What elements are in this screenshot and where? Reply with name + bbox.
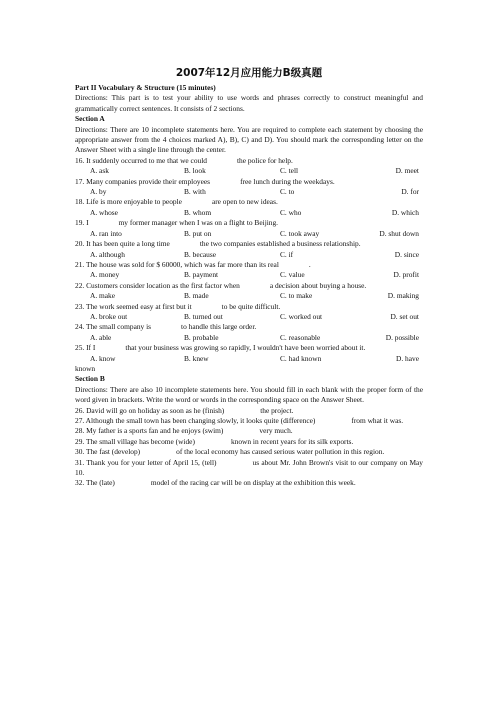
- option-b: B. with: [184, 187, 206, 197]
- item-text: 27. Although the small town has been changing slowly, it looks quite (difference): [75, 416, 316, 425]
- option-a: A. broke out: [90, 311, 128, 321]
- stem-text: to handle this large order.: [181, 322, 257, 332]
- option-c: C. tell: [280, 166, 299, 176]
- section-a-questions: [75, 156, 423, 375]
- option-d: D. shut down: [379, 228, 419, 238]
- option-a: A. able: [90, 332, 112, 342]
- option-d: D. making: [387, 291, 419, 301]
- section-a-heading: Section A: [75, 114, 105, 124]
- item-text: 26. David will go on holiday as soon as he (finish): [75, 405, 225, 415]
- stem-text: free lunch during the weekdays.: [240, 176, 335, 186]
- item-text: from what it was.: [351, 416, 404, 425]
- option-a: A. ran into: [90, 228, 122, 238]
- question-stem: [75, 281, 423, 291]
- option-c: C. if: [280, 249, 294, 259]
- question-stem: [75, 260, 423, 270]
- answer-options: [75, 229, 423, 239]
- item-text: 29. The small village has become (wide): [75, 436, 195, 446]
- part2-directions: Directions: This part is to test your ability to use words and phrases correctly to construct meaningful and grammatically correct sentences. It consists of 2 sections.: [75, 93, 423, 113]
- option-a: A. know: [90, 353, 116, 363]
- fill-in-item: [75, 416, 423, 426]
- option-b: B. turned out: [184, 311, 223, 321]
- stem-text: 16. It suddenly occurred to me that we could: [75, 155, 207, 165]
- option-d: D. set out: [390, 311, 419, 321]
- option-a: A. ask: [90, 166, 109, 176]
- option-d: D. which: [391, 207, 419, 217]
- option-a: A. make: [90, 291, 116, 301]
- stem-text: the two companies established a business relationship.: [199, 239, 361, 249]
- option-b: B. look: [184, 166, 206, 176]
- item-text: very much.: [259, 426, 293, 436]
- document-page: [75, 66, 423, 489]
- answer-options: [75, 354, 423, 364]
- question-stem: [75, 197, 423, 207]
- stem-text: 24. The small company is: [75, 322, 152, 332]
- option-c: C. had known: [280, 353, 322, 363]
- item-text: 30. The fast (develop): [75, 447, 141, 457]
- option-d: D. possible: [385, 332, 419, 342]
- stem-text: 22. Customers consider location as the first factor when: [75, 280, 240, 290]
- option-d: D. meet: [395, 166, 419, 176]
- option-d: D. for: [401, 187, 419, 197]
- option-c: C. worked out: [280, 311, 323, 321]
- answer-options: [75, 333, 423, 343]
- answer-options: [75, 166, 423, 176]
- option-a: A. by: [90, 187, 107, 197]
- option-c: C. to: [280, 187, 295, 197]
- item-text: of the local economy has caused serious water pollution in this region.: [176, 447, 385, 457]
- fill-in-item: [75, 426, 423, 436]
- stem-text: 23. The work seemed easy at first but it: [75, 301, 192, 311]
- question-stem: [75, 302, 423, 312]
- item-text: 28. My father is a sports fan and he enjoys (swim): [75, 426, 224, 436]
- option-c: C. took away: [280, 228, 320, 238]
- item-text: 31. Thank you for your letter of April 15, (tell): [75, 457, 217, 467]
- option-b: B. put on: [184, 228, 212, 238]
- stem-text: 20. It has been quite a long time: [75, 239, 170, 249]
- option-b: B. probable: [184, 332, 219, 342]
- stem-text: a decision about buying a house.: [269, 280, 367, 290]
- fill-in-item: [75, 478, 423, 488]
- option-b: B. whom: [184, 207, 212, 217]
- question-stem: [75, 218, 423, 228]
- option-c: C. value: [280, 270, 305, 280]
- stem-text: .: [308, 259, 311, 269]
- question-stem: [75, 177, 423, 187]
- item-text: model of the racing car will be on display at the exhibition this week.: [150, 478, 356, 488]
- fill-in-item: [75, 458, 423, 479]
- option-a: A. although: [90, 249, 125, 259]
- option-b: B. knew: [184, 353, 209, 363]
- section-b-directions: Directions: There are also 10 incomplete statements here. You should fill in each blank with the proper form of the word given in brackets. Write the word or words in the corresponding space on the Answer Sheet.: [75, 384, 423, 405]
- page-title: 2007年12月应用能力B级真题: [175, 67, 323, 79]
- option-d: D. profit: [393, 270, 419, 280]
- section-b-questions: [75, 406, 423, 489]
- option-d: D. since: [394, 249, 419, 259]
- item-text: 32. The (late): [75, 478, 115, 488]
- section-a-directions: Directions: There are 10 incomplete statements here. You are required to complete each statement by choosing the appropriate answer from the 4 choices marked A), B), C) and D). You should mark the corresponding letter on the Answer Sheet with a single line through the center.: [75, 124, 423, 155]
- option-c: C. reasonable: [280, 332, 321, 342]
- stem-text: that your business was growing so rapidly, I wouldn't have been worried about it.: [125, 343, 366, 353]
- answer-options: [75, 291, 423, 301]
- fill-in-item: [75, 437, 423, 447]
- item-text: the project.: [260, 405, 294, 415]
- fill-in-item: [75, 406, 423, 416]
- stem-text: 19. I: [75, 218, 89, 228]
- question-stem: [75, 156, 423, 166]
- option-wrap-text: known: [75, 363, 96, 373]
- option-b: B. because: [184, 249, 217, 259]
- stem-text: the police for help.: [236, 155, 293, 165]
- answer-options: [75, 208, 423, 218]
- stem-text: to be quite difficult.: [221, 301, 281, 311]
- stem-text: my former manager when I was on a flight to Beijing.: [118, 218, 279, 228]
- option-d: D. have: [396, 353, 419, 363]
- question-stem: [75, 239, 423, 249]
- question-stem: [75, 322, 423, 332]
- answer-options: [75, 270, 423, 280]
- section-b-heading: Section B: [75, 374, 105, 384]
- stem-text: 25. If I: [75, 343, 96, 353]
- part2-heading: Part II Vocabulary & Structure (15 minutes): [75, 83, 216, 92]
- item-text: known in recent years for its silk exports.: [230, 436, 354, 446]
- option-b: B. made: [184, 291, 209, 301]
- option-b: B. payment: [184, 270, 219, 280]
- option-c: C. who: [280, 207, 302, 217]
- stem-text: are open to new ideas.: [211, 197, 278, 207]
- question-stem: [75, 343, 423, 353]
- option-c: C. to make: [280, 291, 313, 301]
- option-a: A. whose: [90, 207, 118, 217]
- stem-text: 21. The house was sold for $ 60000, which was far more than its real: [75, 259, 279, 269]
- option-a: A. money: [90, 270, 120, 280]
- item-text: us about Mr. John Brown's visit to our company on May 10.: [75, 457, 424, 478]
- answer-options: [75, 312, 423, 322]
- fill-in-item: [75, 447, 423, 457]
- answer-options: [75, 250, 423, 260]
- stem-text: 18. Life is more enjoyable to people: [75, 197, 182, 207]
- answer-options: [75, 187, 423, 197]
- stem-text: 17. Many companies provide their employees: [75, 176, 211, 186]
